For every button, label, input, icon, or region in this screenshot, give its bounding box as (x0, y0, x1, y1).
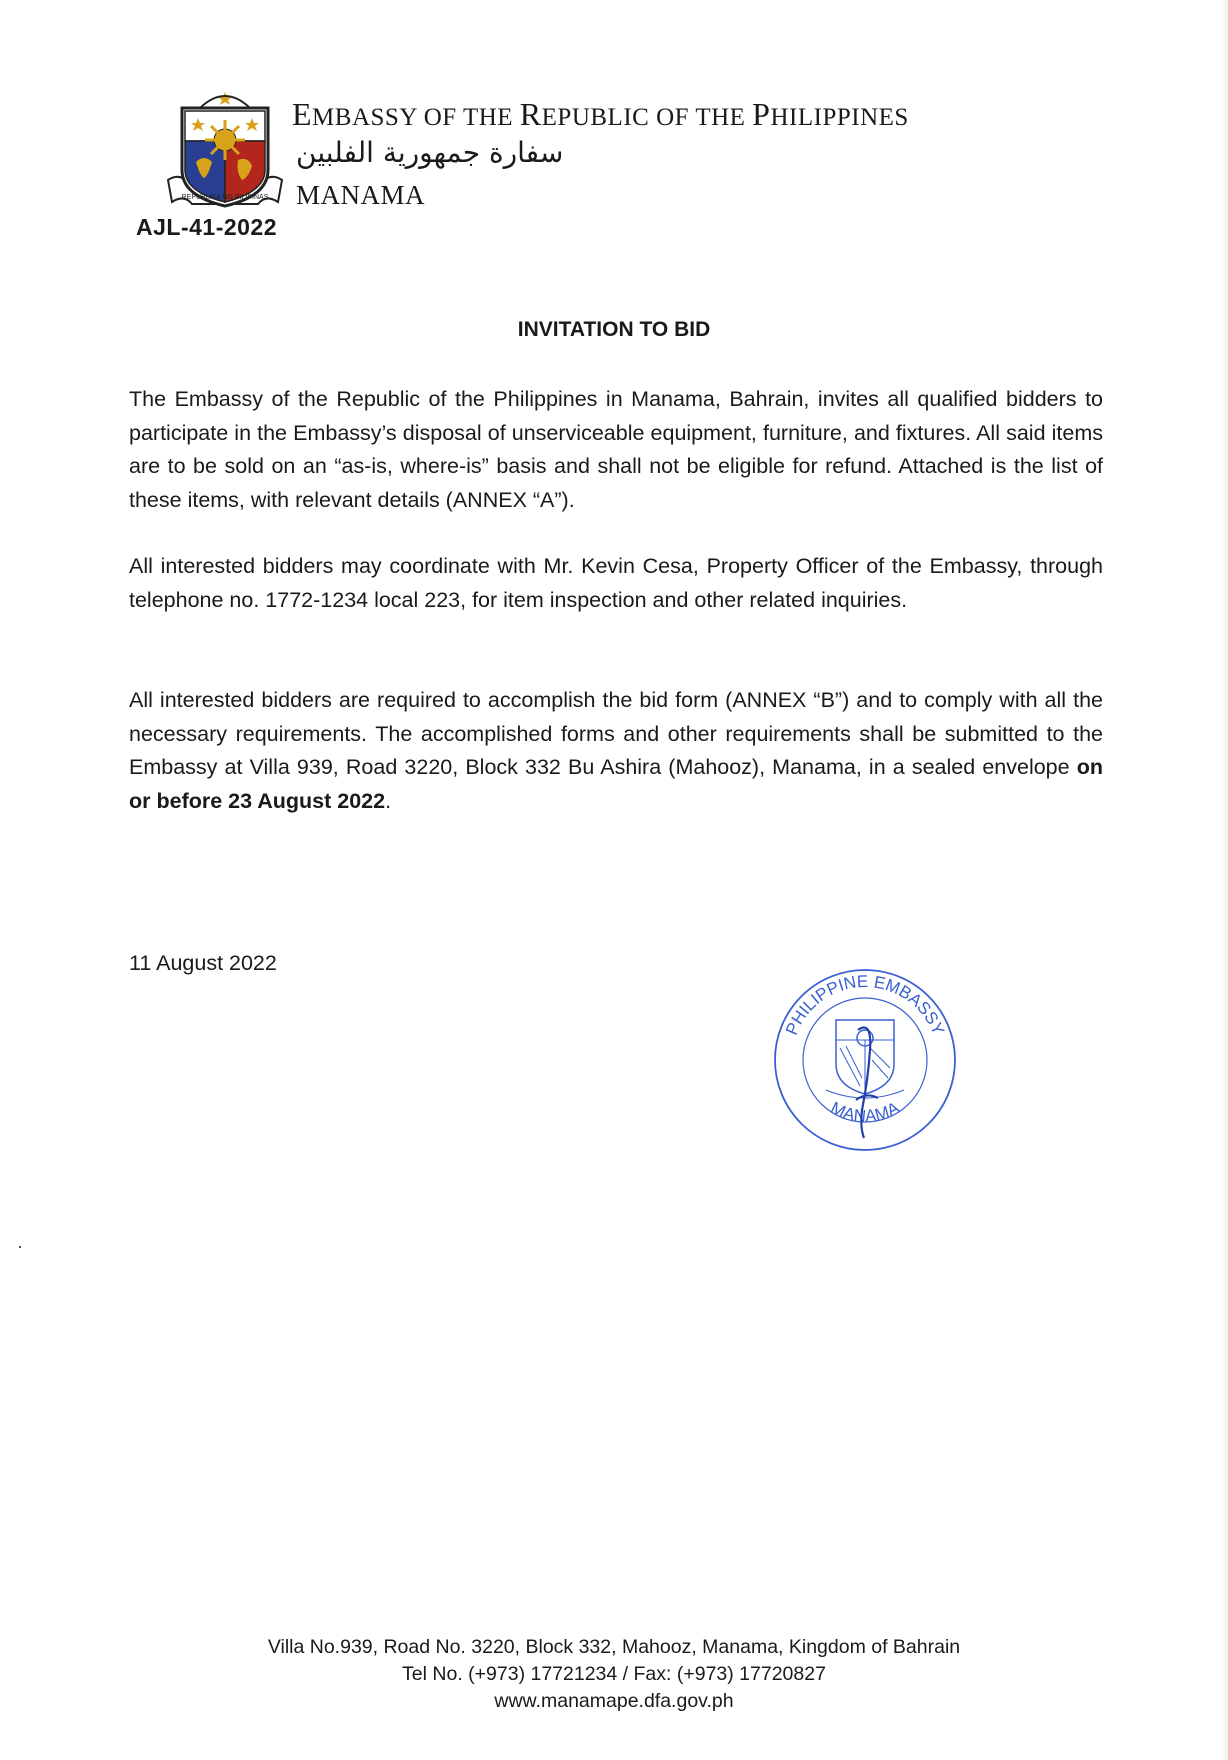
paragraph-invitation: The Embassy of the Republic of the Philippines in Manama, Bahrain, invites all qualified bidders to participate in the Embassy’s disposal of unserviceable equipment, furniture, and fixtures. All said items are to be sold on an “as-is, where-is” basis and shall not be eligible for refund. Attached is the list of these items, with relevant details (ANNEX “A”). (129, 387, 1103, 512)
embassy-name (292, 96, 909, 133)
embassy-name-rest-3: HILIPPINES (770, 104, 909, 131)
scan-edge (1220, 0, 1228, 1760)
document-date: 11 August 2022 (129, 951, 277, 975)
footer-website: www.manamape.dfa.gov.ph (494, 1690, 734, 1712)
document-title: INVITATION TO BID (517, 318, 711, 341)
seal-ribbon-text: REPUBLIKA NG PILIPINAS (181, 194, 269, 201)
footer-phone: Tel No. (+973) 17721234 / Fax: (+973) 17720827 (402, 1663, 826, 1685)
stamp-bottom-text: MANAMA (827, 1098, 903, 1126)
paragraph-requirements (129, 684, 1103, 818)
embassy-name-arabic: سفارة جمهورية الفلبين (296, 136, 564, 169)
paragraph-contact: All interested bidders may coordinate with Mr. Kevin Cesa, Property Officer of the Embassy, through telephone no. 1772-1234 local 223, for item inspection and other related inquiries. (129, 554, 1103, 612)
embassy-name-rest-1: MBASSY OF THE (312, 104, 520, 131)
stamp-top-text: PHILIPPINE EMBASSY (782, 971, 948, 1038)
coat-of-arms-logo (160, 80, 290, 220)
embassy-city: MANAMA (296, 180, 426, 210)
footer (0, 1634, 1228, 1715)
reference-number: AJL-41-2022 (136, 214, 278, 240)
requirements-text: All interested bidders are required to accomplish the bid form (ANNEX “B”) and to comply with all the necessary requirements. The accomplished forms and other requirements shall be submitted to the Embassy at Villa 939, Road 3220, Block 332 Bu Ashira (Mahooz), Manama, in a sealed envelope (129, 688, 1103, 779)
embassy-name-cap-3: P (752, 96, 771, 132)
deadline-text: on or before 23 August 2022 (129, 755, 1103, 813)
requirements-end: . (385, 788, 392, 813)
embassy-stamp (770, 960, 960, 1160)
embassy-name-cap-2: R (519, 96, 542, 132)
footer-address: Villa No.939, Road No. 3220, Block 332, Mahooz, Manama, Kingdom of Bahrain (267, 1636, 961, 1658)
embassy-name-rest-2: EPUBLIC OF THE (541, 104, 753, 131)
embassy-name-cap-1: E (292, 96, 313, 132)
scan-speck (19, 1246, 21, 1248)
